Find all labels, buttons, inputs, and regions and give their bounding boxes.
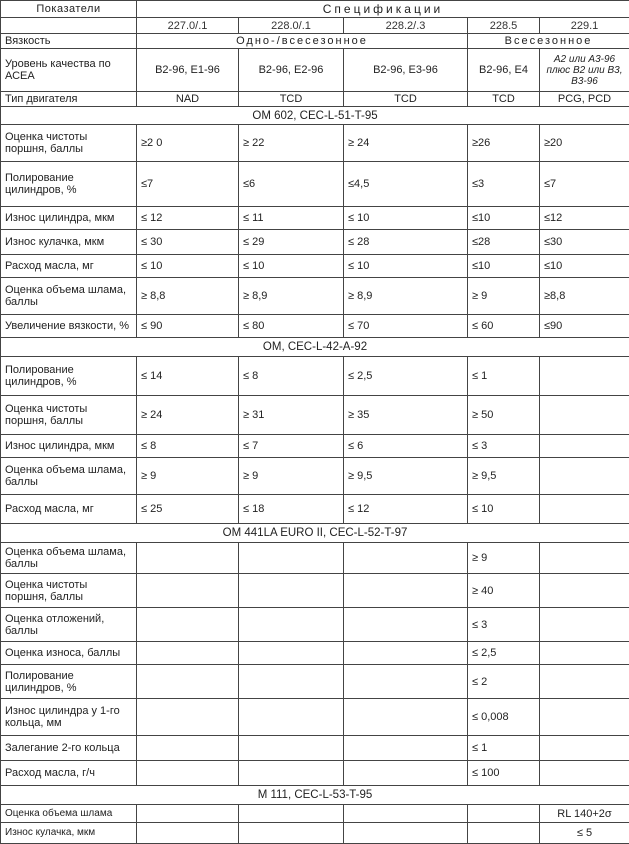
row-value (468, 805, 540, 823)
row-value (540, 761, 629, 786)
row-label: Полирование цилиндров, % (1, 357, 137, 396)
row-value: ≤3 (468, 162, 540, 207)
spec-code: 229.1 (540, 18, 629, 34)
row-value (239, 761, 344, 786)
header-row (1, 1, 629, 18)
row-value: ≤ 60 (468, 315, 540, 338)
row-value: ≤6 (239, 162, 344, 207)
row-value: ≥2 0 (137, 125, 239, 162)
viscosity-row (1, 34, 629, 49)
spec-code: 228.2/.3 (344, 18, 468, 34)
row-value: ≤7 (137, 162, 239, 207)
row-value (344, 642, 468, 665)
row-value: ≤ 1 (468, 357, 540, 396)
section-header-row (1, 107, 629, 125)
row-label: Оценка объема шлама, баллы (1, 543, 137, 574)
section-title: M 111, CEC-L-53-T-95 (1, 786, 629, 805)
row-value (239, 736, 344, 761)
row-value (239, 574, 344, 608)
table-row (1, 495, 629, 524)
row-value: ≥ 9 (468, 543, 540, 574)
row-label: Расход масла, мг (1, 255, 137, 278)
engine-type-value: TCD (468, 92, 540, 107)
row-value (239, 642, 344, 665)
row-value (540, 458, 629, 495)
table-row (1, 162, 629, 207)
row-label: Оценка чистоты поршня, баллы (1, 396, 137, 435)
row-value: ≤ 8 (239, 357, 344, 396)
row-label: Оценка износа, баллы (1, 642, 137, 665)
acea-row (1, 49, 629, 92)
table-row (1, 357, 629, 396)
row-value (137, 761, 239, 786)
row-value: ≤ 14 (137, 357, 239, 396)
acea-value: B2-96, E4 (468, 49, 540, 92)
row-label: Оценка чистоты поршня, баллы (1, 125, 137, 162)
row-value (344, 665, 468, 699)
row-value (540, 699, 629, 736)
row-value: ≤ 10 (468, 495, 540, 524)
row-label: Износ кулачка, мкм (1, 230, 137, 255)
row-value (137, 574, 239, 608)
row-value (239, 699, 344, 736)
row-value: ≥ 8,9 (239, 278, 344, 315)
section-header-row (1, 786, 629, 805)
row-value (137, 543, 239, 574)
section-header-row (1, 524, 629, 543)
row-value: ≤ 25 (137, 495, 239, 524)
row-value (540, 736, 629, 761)
row-value (540, 543, 629, 574)
table-row (1, 315, 629, 338)
row-value (540, 608, 629, 642)
row-value (137, 665, 239, 699)
table-row (1, 435, 629, 458)
row-value: ≤ 2,5 (468, 642, 540, 665)
row-label: Оценка чистоты поршня, баллы (1, 574, 137, 608)
row-label: Износ цилиндра у 1-го кольца, мм (1, 699, 137, 736)
section-title: ОМ 602, CEC-L-51-T-95 (1, 107, 629, 125)
table-row (1, 255, 629, 278)
row-value (137, 805, 239, 823)
row-value: ≥ 24 (137, 396, 239, 435)
row-value (137, 823, 239, 844)
row-value (344, 543, 468, 574)
table-row (1, 805, 629, 823)
row-value (468, 823, 540, 844)
spec-codes-row (1, 18, 629, 34)
engine-type-label: Тип двигателя (1, 92, 137, 107)
row-value (344, 736, 468, 761)
row-value (540, 574, 629, 608)
row-value (137, 736, 239, 761)
row-label: Износ цилиндра, мкм (1, 435, 137, 458)
row-value (540, 435, 629, 458)
row-value: ≤10 (468, 255, 540, 278)
row-label: Оценка отложений, баллы (1, 608, 137, 642)
row-value: ≤ 0,008 (468, 699, 540, 736)
row-value: ≤ 70 (344, 315, 468, 338)
row-value (344, 574, 468, 608)
row-value (137, 699, 239, 736)
row-value: ≤ 10 (137, 255, 239, 278)
row-value: ≤ 10 (344, 255, 468, 278)
viscosity-all-season: Всесезонное (468, 34, 629, 49)
row-label: Износ кулачка, мкм (1, 823, 137, 844)
table-row (1, 736, 629, 761)
acea-value: B2-96, E1-96 (137, 49, 239, 92)
table-row (1, 207, 629, 230)
row-value: ≤ 2 (468, 665, 540, 699)
engine-type-value: TCD (239, 92, 344, 107)
engine-type-value: PCG, PCD (540, 92, 629, 107)
table-row (1, 608, 629, 642)
acea-value: B2-96, E2-96 (239, 49, 344, 92)
indicators-header: Показатели (1, 1, 137, 18)
row-value (239, 608, 344, 642)
row-value: ≥ 8,9 (344, 278, 468, 315)
row-value: ≤ 2,5 (344, 357, 468, 396)
row-value: ≤ 1 (468, 736, 540, 761)
row-value (239, 543, 344, 574)
table-row (1, 278, 629, 315)
row-value: ≤ 12 (344, 495, 468, 524)
row-value: ≤ 3 (468, 435, 540, 458)
row-value: ≥ 35 (344, 396, 468, 435)
row-value: ≥ 31 (239, 396, 344, 435)
row-label: Оценка объема шлама (1, 805, 137, 823)
table-row (1, 230, 629, 255)
spec-code: 227.0/.1 (137, 18, 239, 34)
row-label: Оценка объема шлама, баллы (1, 458, 137, 495)
table-row (1, 761, 629, 786)
empty-corner-cell (1, 18, 137, 34)
row-value: RL 140+2σ (540, 805, 629, 823)
table-row (1, 823, 629, 844)
viscosity-label: Вязкость (1, 34, 137, 49)
row-value: ≤10 (540, 255, 629, 278)
row-value: ≤ 80 (239, 315, 344, 338)
row-value (540, 495, 629, 524)
row-value (344, 761, 468, 786)
row-value (540, 665, 629, 699)
table-row (1, 125, 629, 162)
row-value: ≤ 8 (137, 435, 239, 458)
row-value: ≥8,8 (540, 278, 629, 315)
row-value (137, 642, 239, 665)
row-value: ≤ 10 (239, 255, 344, 278)
row-value: ≤28 (468, 230, 540, 255)
row-label: Оценка объема шлама, баллы (1, 278, 137, 315)
row-value: ≤ 18 (239, 495, 344, 524)
row-value: ≥26 (468, 125, 540, 162)
row-value: ≤ 10 (344, 207, 468, 230)
spec-code: 228.0/.1 (239, 18, 344, 34)
row-value: ≥ 9 (468, 278, 540, 315)
row-value (540, 396, 629, 435)
table-row (1, 574, 629, 608)
row-value (137, 608, 239, 642)
section-header-row (1, 338, 629, 357)
row-value (239, 805, 344, 823)
row-value (344, 823, 468, 844)
row-value (344, 699, 468, 736)
row-value: ≤ 90 (137, 315, 239, 338)
row-value: ≤90 (540, 315, 629, 338)
table-row (1, 543, 629, 574)
row-value (540, 642, 629, 665)
row-value: ≥ 22 (239, 125, 344, 162)
row-label: Залегание 2-го кольца (1, 736, 137, 761)
row-value: ≥ 9 (137, 458, 239, 495)
row-value: ≤ 12 (137, 207, 239, 230)
row-value: ≤ 29 (239, 230, 344, 255)
row-value: ≤ 100 (468, 761, 540, 786)
row-value: ≥ 9,5 (344, 458, 468, 495)
row-value (344, 608, 468, 642)
row-value: ≤10 (468, 207, 540, 230)
row-label: Расход масла, г/ч (1, 761, 137, 786)
acea-value: B2-96, E3-96 (344, 49, 468, 92)
row-value: ≥ 40 (468, 574, 540, 608)
table-row (1, 699, 629, 736)
row-label: Полирование цилиндров, % (1, 162, 137, 207)
row-value: ≤ 7 (239, 435, 344, 458)
acea-value: A2 или A3-96 плюс B2 или B3, B3-96 (540, 49, 629, 92)
row-value (239, 823, 344, 844)
row-value: ≥ 24 (344, 125, 468, 162)
row-label: Полирование цилиндров, % (1, 665, 137, 699)
row-value: ≤ 3 (468, 608, 540, 642)
table-row (1, 458, 629, 495)
row-value: ≤ 5 (540, 823, 629, 844)
section-title: ОМ 441LA EURO II, CEC-L-52-T-97 (1, 524, 629, 543)
row-value: ≤4,5 (344, 162, 468, 207)
row-value: ≤ 11 (239, 207, 344, 230)
acea-label: Уровень качества по АСЕА (1, 49, 137, 92)
row-label: Увеличение вязкости, % (1, 315, 137, 338)
engine-type-row (1, 92, 629, 107)
row-value: ≥20 (540, 125, 629, 162)
row-label: Расход масла, мг (1, 495, 137, 524)
row-value: ≤ 6 (344, 435, 468, 458)
table-row (1, 665, 629, 699)
row-label: Износ цилиндра, мкм (1, 207, 137, 230)
specifications-header: Спецификации (137, 1, 629, 18)
row-value: ≥ 9,5 (468, 458, 540, 495)
viscosity-multi-season: Одно-/всесезонное (137, 34, 468, 49)
table-row (1, 642, 629, 665)
engine-type-value: TCD (344, 92, 468, 107)
row-value: ≥ 8,8 (137, 278, 239, 315)
row-value (540, 357, 629, 396)
row-value: ≤ 30 (137, 230, 239, 255)
row-value: ≤ 28 (344, 230, 468, 255)
engine-type-value: NAD (137, 92, 239, 107)
row-value: ≤12 (540, 207, 629, 230)
row-value: ≥ 50 (468, 396, 540, 435)
row-value: ≥ 9 (239, 458, 344, 495)
table-row (1, 396, 629, 435)
row-value (344, 805, 468, 823)
row-value: ≤7 (540, 162, 629, 207)
row-value (239, 665, 344, 699)
spec-code: 228.5 (468, 18, 540, 34)
section-title: ОМ, CEC-L-42-A-92 (1, 338, 629, 357)
row-value: ≤30 (540, 230, 629, 255)
table-body (1, 1, 629, 844)
